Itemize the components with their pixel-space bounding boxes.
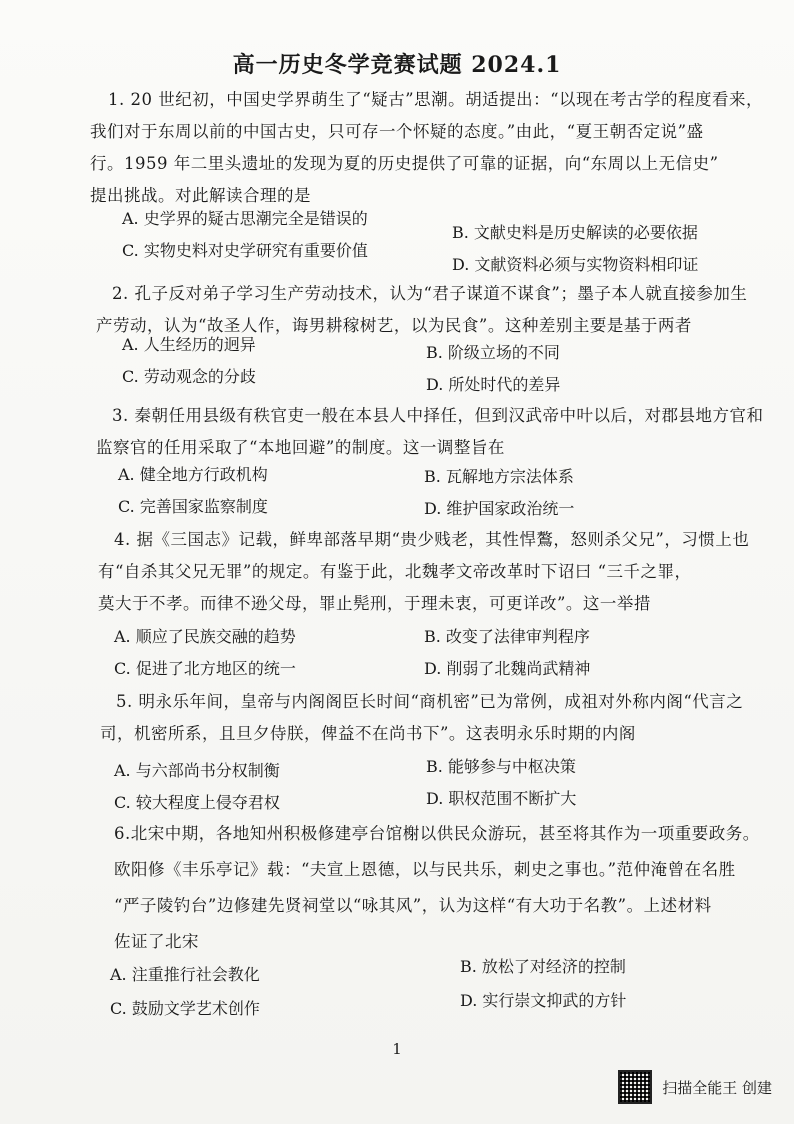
question-2-line-2: 产劳动，认为“故圣人作，诲男耕稼树艺，以为民食”。这种差别主要是基于两者 (96, 316, 692, 335)
question-5-line-1: 5. 明永乐年间，皇帝与内阁阁臣长时间“商机密”已为常例，成祖对外称内阁“代言之 (116, 692, 744, 711)
question-4 (98, 524, 750, 620)
question-3-option-d: D. 维护国家政治统一 (424, 499, 575, 518)
scanner-watermark (618, 1070, 772, 1104)
question-4-option-c: C. 促进了北方地区的统一 (114, 659, 296, 678)
question-5-option-c: C. 较大程度上侵夺君权 (114, 793, 280, 812)
question-1-line-3: 行。1959 年二里头遗址的发现为夏的历史提供了可靠的证据，向“东周以上无信史” (90, 154, 719, 173)
question-6-option-c: C. 鼓励文学艺术创作 (110, 999, 260, 1018)
question-2-option-b: B. 阶级立场的不同 (426, 343, 560, 362)
question-5-option-d: D. 职权范围不断扩大 (426, 789, 577, 808)
question-1-option-d: D. 文献资料必须与实物资料相印证 (452, 255, 699, 274)
question-3-option-b: B. 瓦解地方宗法体系 (424, 467, 574, 486)
qr-code-icon (618, 1070, 652, 1104)
question-6-line-4: 佐证了北宋 (114, 932, 199, 951)
question-4-line-3: 莫大于不孝。而律不逊父母，罪止髡刑，于理未衷，可更详改”。这一举措 (98, 594, 651, 613)
question-5-line-2: 司，机密所系，且旦夕侍朕，俾益不在尚书下”。这表明永乐时期的内阁 (100, 724, 636, 743)
question-5-option-a: A. 与六部尚书分权制衡 (114, 761, 280, 780)
exam-title: 高一历史冬学竞赛试题 2024.1 (232, 52, 562, 78)
question-4-line-1: 4. 据《三国志》记载，鲜卑部落早期“贵少贱老，其性悍鷔，怒则杀父兄”，习惯上也 (114, 530, 750, 549)
question-5-option-b: B. 能够参与中枢决策 (426, 757, 576, 776)
question-3-line-2: 监察官的任用采取了“本地回避”的制度。这一调整旨在 (96, 438, 505, 457)
question-1-option-a: A. 史学界的疑古思潮完全是错误的 (122, 209, 368, 228)
question-6-line-3: “严子陵钓台”边修建先贤祠堂以“咏其风”，认为这样“有大功于名教”。上述材料 (114, 896, 712, 915)
question-6-option-b: B. 放松了对经济的控制 (460, 957, 626, 976)
question-1-option-b: B. 文献史料是历史解读的必要依据 (452, 223, 698, 242)
question-3-option-c: C. 完善国家监察制度 (118, 497, 268, 516)
question-6 (114, 816, 760, 960)
question-1-line-1: 1. 20 世纪初，中国史学界萌生了“疑古”思潮。胡适提出：“以现在考古学的程度看来， (108, 90, 764, 109)
question-1-option-c: C. 实物史料对史学研究有重要价值 (122, 241, 368, 260)
question-2-option-d: D. 所处时代的差异 (426, 375, 561, 394)
question-1-line-4: 提出挑战。对此解读合理的是 (90, 186, 311, 205)
question-5 (100, 686, 746, 750)
watermark-text: 扫描全能王 创建 (662, 1078, 772, 1097)
question-2-line-1: 2. 孔子反对弟子学习生产劳动技术，认为“君子谋道不谋食”；墨子本人就直接参加生 (112, 284, 748, 303)
question-2-option-a: A. 人生经历的迥异 (122, 335, 256, 354)
question-4-option-d: D. 削弱了北魏尚武精神 (424, 659, 591, 678)
question-3 (96, 400, 764, 464)
question-3-option-a: A. 健全地方行政机构 (118, 465, 268, 484)
question-4-line-2: 有“自杀其父兄无罪”的规定。有鉴于此，北魏孝文帝改革时下诏曰 “三千之罪， (98, 562, 692, 581)
question-1-line-2: 我们对于东周以前的中国古史，只可存一个怀疑的态度。”由此，“夏王朝否定说”盛 (90, 122, 704, 141)
question-3-line-1: 3. 秦朝任用县级有秩官吏一般在本县人中择任，但到汉武帝中叶以后，对郡县地方官和 (112, 406, 764, 425)
question-1 (90, 84, 764, 212)
question-6-option-d: D. 实行崇文抑武的方针 (460, 991, 627, 1010)
question-6-line-1: 6.北宋中期，各地知州积极修建亭台馆榭以供民众游玩，甚至将其作为一项重要政务。 (114, 824, 760, 843)
question-2-option-c: C. 劳动观念的分歧 (122, 367, 256, 386)
question-6-option-a: A. 注重推行社会教化 (110, 965, 260, 984)
question-4-option-a: A. 顺应了民族交融的趋势 (114, 627, 296, 646)
question-4-option-b: B. 改变了法律审判程序 (424, 627, 590, 646)
question-6-line-2: 欧阳修《丰乐亭记》载：“夫宣上恩德，以与民共乐，刺史之事也。”范仲淹曾在名胜 (114, 860, 736, 879)
page-number: 1 (392, 1040, 402, 1058)
